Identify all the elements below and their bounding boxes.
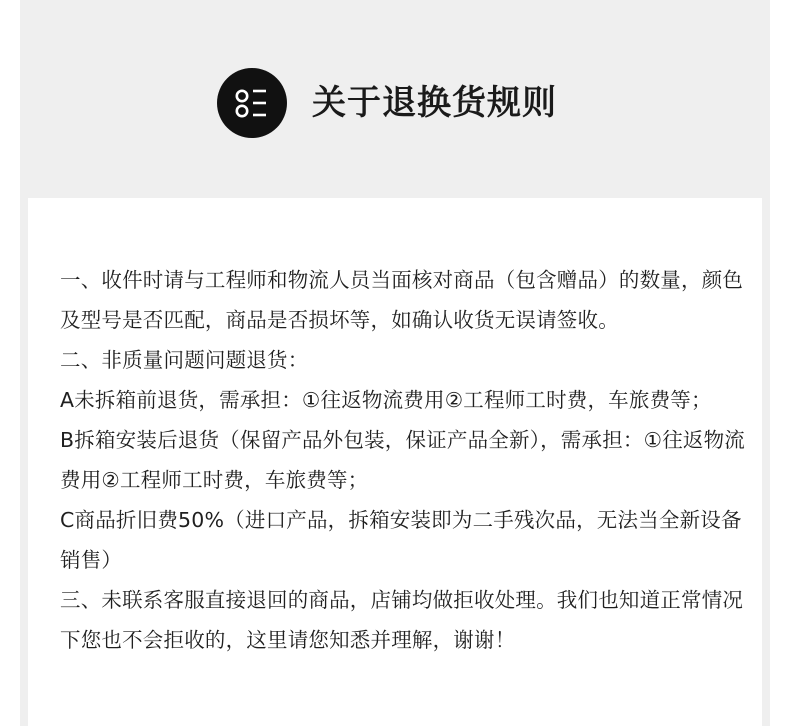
- rule-inspection: 一、收件时请与工程师和物流人员当面核对商品（包含赠品）的数量，颜色及型号是否匹配，商品是否损坏等，如确认收货无误请签收。: [60, 268, 744, 332]
- rules-card: [28, 198, 762, 726]
- rule-depreciation: C商品折旧费50%（进口产品，拆箱安装即为二手残次品，无法当全新设备销售）: [60, 508, 742, 572]
- rule-installed-return: B拆箱安装后退货（保留产品外包装，保证产品全新），需承担：①往返物流费用②工程师工时费，车旅费等；: [60, 428, 745, 492]
- rule-unopened-return: A未拆箱前退货，需承担：①往返物流费用②工程师工时费，车旅费等；: [60, 388, 712, 412]
- rule-unauthorized-return: 三、未联系客服直接退回的商品，店铺均做拒收处理。我们也知道正常情况下您也不会拒收的，这里请您知悉并理解，谢谢！: [60, 588, 744, 652]
- list-icon: [217, 68, 287, 138]
- section-header: [20, 0, 770, 196]
- rule-non-quality-heading: 二、非质量问题问题退货：: [60, 348, 309, 372]
- list-icon-glyph: [217, 68, 287, 138]
- section-title: 关于退换货规则: [312, 83, 557, 123]
- content-frame: [20, 0, 770, 726]
- rules-list: [60, 260, 752, 660]
